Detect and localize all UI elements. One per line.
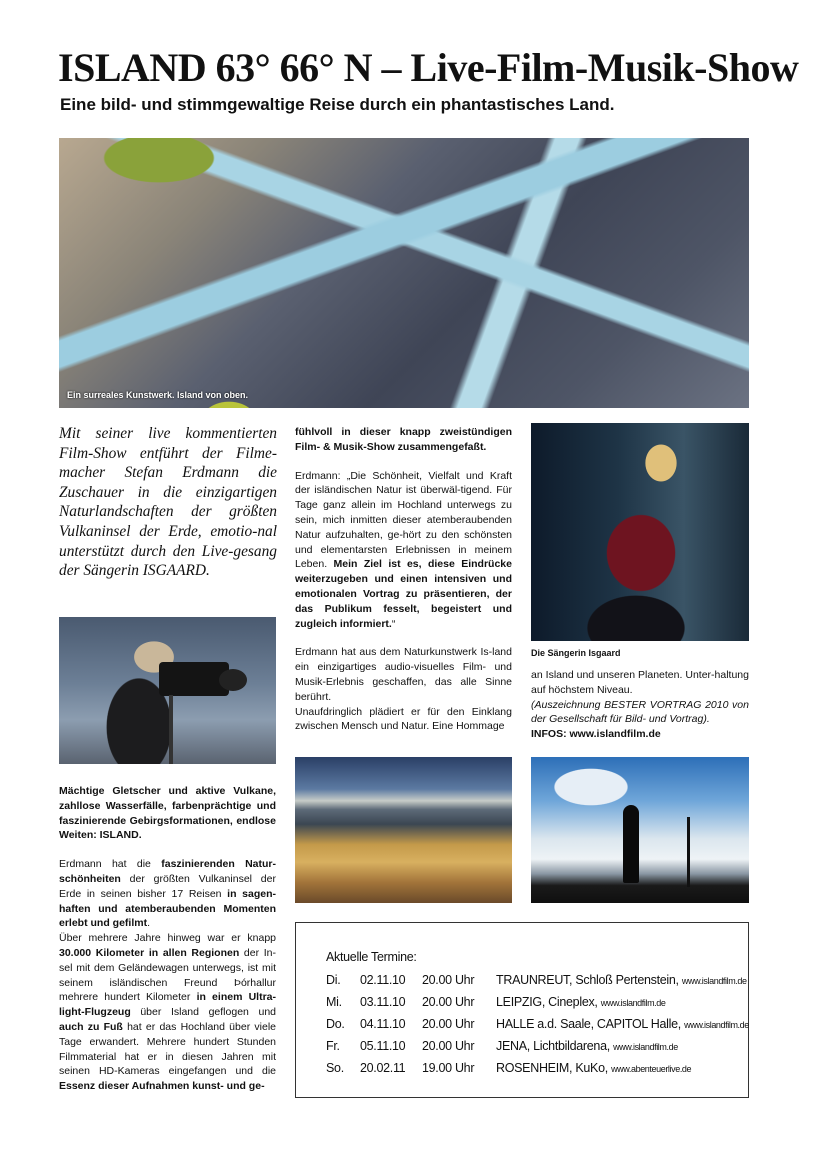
page-subtitle: Eine bild- und stimmgewaltige Reise durch ein phantastisches Land. bbox=[60, 95, 615, 114]
date-row-date: 04.11.10 bbox=[360, 1017, 406, 1031]
date-row-time: 19.00 Uhr bbox=[422, 1061, 475, 1075]
date-row bbox=[326, 1039, 746, 1059]
date-row bbox=[326, 1061, 746, 1081]
date-row-venue: HALLE a.d. Saale, CAPITOL Halle, www.islandfilm.de bbox=[496, 1017, 749, 1031]
text-column-2 bbox=[295, 425, 512, 748]
cameraman-photo bbox=[59, 617, 276, 764]
col2-paragraph-4: Unaufdringlich plädiert er für den Einklang zwischen Mensch und Natur. Eine Hommage bbox=[295, 705, 512, 733]
hero-photo-aerial-iceland bbox=[59, 138, 749, 408]
col1-paragraph-1: Mächtige Gletscher und aktive Vulkane, zahllose Wasserfälle, farbenprächtige und faszinierende Gebirgsformationen, endlose Weiten: ISLAND. bbox=[59, 785, 276, 842]
date-row-day: Do. bbox=[326, 1017, 345, 1031]
tripod-shape bbox=[169, 695, 173, 764]
award-note: (Auszeichnung BESTER VORTRAG 2010 von der Gesellschaft für Bild- und Vortrag). bbox=[531, 698, 749, 726]
col2-paragraph-3: Erdmann hat aus dem Naturkunstwerk Is-land ein einzigartiges audio-visuelles Film- und Musik-Erlebnis geschaffen, das alle Sinne berührt. bbox=[295, 646, 512, 703]
date-row-time: 20.00 Uhr bbox=[422, 995, 475, 1009]
date-row-url[interactable]: www.islandfilm.de bbox=[681, 976, 747, 986]
infos-link[interactable]: INFOS: www.islandfilm.de bbox=[531, 728, 661, 741]
dates-box bbox=[295, 922, 749, 1098]
date-row-day: Fr. bbox=[326, 1039, 340, 1053]
date-row-venue: LEIPZIG, Cineplex, www.islandfilm.de bbox=[496, 995, 666, 1009]
date-row-date: 03.11.10 bbox=[360, 995, 406, 1009]
date-row-venue: JENA, Lichtbildarena, www.islandfilm.de bbox=[496, 1039, 678, 1053]
date-row bbox=[326, 1017, 749, 1037]
date-row-day: So. bbox=[326, 1061, 344, 1075]
tripod-pole-shape bbox=[687, 817, 690, 887]
glacier-photo bbox=[531, 757, 749, 903]
date-row-url[interactable]: www.islandfilm.de bbox=[684, 1020, 749, 1030]
col1-paragraph-2: Erdmann hat die faszinierenden Natur-schönheiten der größten Vulkaninsel der Erde in seinen bisher 17 Reisen in sagen-haften und atemberaubenden Momenten erlebt und gefilmt. bbox=[59, 858, 277, 930]
page-title: ISLAND 63° 66° N – Live-Film-Musik-Show bbox=[58, 45, 799, 90]
date-row-date: 02.11.10 bbox=[360, 973, 406, 987]
date-row-day: Mi. bbox=[326, 995, 342, 1009]
text-column-1 bbox=[59, 784, 276, 1108]
singer-caption: Die Sängerin Isgaard bbox=[531, 648, 621, 658]
date-row bbox=[326, 973, 746, 993]
date-row-time: 20.00 Uhr bbox=[422, 1017, 475, 1031]
singer-photo bbox=[531, 423, 749, 641]
date-row-venue: ROSENHEIM, KuKo, www.abenteuerlive.de bbox=[496, 1061, 692, 1075]
date-row-day: Di. bbox=[326, 973, 341, 987]
date-row-date: 05.11.10 bbox=[360, 1039, 406, 1053]
silhouette-shape bbox=[623, 805, 639, 883]
camera-lens-shape bbox=[219, 669, 247, 691]
col2-paragraph-1: fühlvoll in dieser knapp zweistündigen Film- & Musik-Show zusammengefaßt. bbox=[295, 426, 512, 453]
date-row-time: 20.00 Uhr bbox=[422, 1039, 475, 1053]
date-row-url[interactable]: www.islandfilm.de bbox=[600, 998, 666, 1008]
date-row-url[interactable]: www.abenteuerlive.de bbox=[611, 1064, 692, 1074]
col3-paragraph-1: an Island und unseren Planeten. Unter-haltung auf höchstem Niveau. bbox=[531, 669, 749, 696]
date-row bbox=[326, 995, 746, 1015]
mountains-photo bbox=[295, 757, 512, 903]
date-row-url[interactable]: www.islandfilm.de bbox=[613, 1042, 678, 1052]
hero-caption: Ein surreales Kunstwerk. Island von oben. bbox=[67, 390, 249, 400]
dates-heading: Aktuelle Termine: bbox=[326, 950, 417, 964]
col1-paragraph-3: Über mehrere Jahre hinweg war er knapp 30.000 Kilometer in allen Regionen der In-sel mit dem Geländewagen unterwegs, ist mit seinem isländischen Freund Þórhallur mehrere hundert Kilometer in einem Ultra-light-Flugzeug über Island geflogen und auch zu Fuß hat er das Hochland über viele Tage erwandert. Mehrere hundert Stunden Filmmaterial hat er in diesen Jahren mit seinen HD-Kameras eingefangen und die Essenz dieser Aufnahmen kunst- und ge- bbox=[59, 932, 277, 1093]
date-row-date: 20.02.11 bbox=[360, 1061, 406, 1075]
date-row-venue: TRAUNREUT, Schloß Pertenstein, www.islandfilm.de bbox=[496, 973, 747, 987]
col2-paragraph-2: Erdmann: „Die Schönheit, Vielfalt und Kraft der isländischen Natur ist überwäl-tigend. Für Tage ganz allein im Hochland unterwegs zu sein, mich inmitten dieser atemberaubenden Natur aufzuhalten, ge-hört zu den schönsten und elementarsten Erlebnissen in meinem Leben. Mein Ziel ist es, diese Eindrücke weiterzugeben und einen intensiven und emotionalen Vortrag zu präsentieren, der das Publikum fesselt, begeistert und zugleich informiert.“ bbox=[295, 469, 512, 630]
intro-text: Mit seiner live kommentierten Film-Show entführt der Filme-macher Stefan Erdmann die Zuschauer in die einzigartigen Naturlandschaften der größten Vulkaninsel der Erde, emotio-nal unterstützt durch den Live-gesang der Sängerin ISGAARD. bbox=[59, 425, 277, 580]
text-column-3 bbox=[531, 668, 749, 756]
date-row-time: 20.00 Uhr bbox=[422, 973, 475, 987]
